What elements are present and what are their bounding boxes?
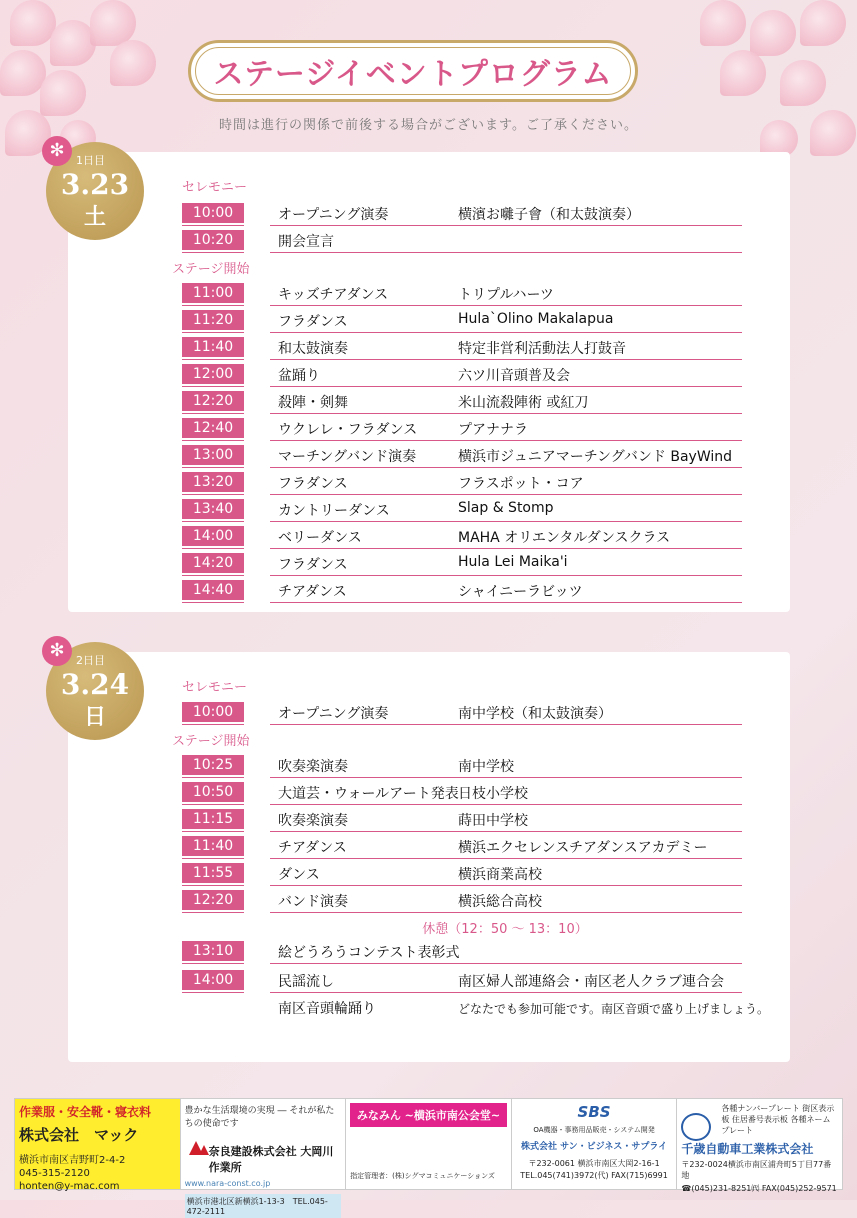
schedule-row <box>182 806 742 832</box>
row-divider <box>270 521 742 523</box>
performer-name: 南中学校（和太鼓演奏） <box>458 706 612 722</box>
sponsor-company: 千歳自動車工業株式会社 <box>681 1142 814 1156</box>
row-divider <box>270 386 742 388</box>
sponsor-sbs <box>512 1099 678 1189</box>
badge-date: 3.23 <box>60 168 130 201</box>
row-divider <box>270 575 742 577</box>
row-divider <box>182 602 244 604</box>
day2-badge <box>46 642 144 740</box>
schedule-row <box>182 334 742 360</box>
schedule-row <box>182 699 742 725</box>
performer-name: トリプルハーツ <box>458 287 554 303</box>
schedule-row <box>182 833 742 859</box>
sponsor-tag: 作業服・安全靴・寝衣料 <box>19 1105 152 1119</box>
sponsor-phone: TEL.045(741)3972(代) FAX(715)6991 <box>520 1171 668 1180</box>
event-name: キッズチアダンス <box>278 287 389 303</box>
performer-name: 南中学校 <box>458 759 514 775</box>
time-badge: 11:20 <box>182 310 244 330</box>
time-badge: 11:15 <box>182 809 244 829</box>
schedule-row <box>182 938 742 964</box>
page-title: ステージイベントプログラム <box>213 57 613 92</box>
performer-name: シャイニーラビッツ <box>458 584 583 600</box>
time-badge: 12:00 <box>182 364 244 384</box>
schedule-row <box>182 388 742 414</box>
schedule-row <box>182 523 742 549</box>
day1-badge <box>46 142 144 240</box>
event-name: フラダンス <box>278 557 348 573</box>
row-divider <box>270 804 742 806</box>
time-badge: 11:55 <box>182 863 244 883</box>
event-name: マーチングバンド演奏 <box>278 449 417 465</box>
row-divider <box>182 305 244 307</box>
row-divider <box>182 225 244 227</box>
sponsor-manager: 指定管理者：(株)シグマコミュニケーションズ <box>350 1172 495 1180</box>
row-divider <box>270 963 742 965</box>
row-divider <box>182 912 244 914</box>
event-name: 大道芸・ウォールアート発表 <box>278 786 459 802</box>
row-divider <box>270 602 742 604</box>
performer-name: 南区婦人部連絡会・南区老人クラブ連合会 <box>458 974 724 990</box>
time-badge: 14:00 <box>182 526 244 546</box>
performer-name: MAHA オリエンタルダンスクラス <box>458 530 671 546</box>
badge-weekday: 日 <box>83 704 106 730</box>
time-badge: 10:00 <box>182 203 244 223</box>
event-name: 殺陣・剣舞 <box>278 395 348 411</box>
sponsor-mac <box>15 1099 181 1192</box>
row-divider <box>270 777 742 779</box>
row-divider <box>182 575 244 577</box>
row-divider <box>270 858 742 860</box>
row-divider <box>182 440 244 442</box>
row-divider <box>182 831 244 833</box>
row-divider <box>270 359 742 361</box>
row-divider <box>270 440 742 442</box>
event-name: 吹奏楽演奏 <box>278 813 348 829</box>
schedule-row <box>182 442 742 468</box>
performer-name: Hula Lei Maika'i <box>458 554 568 570</box>
performer-name: 横浜商業高校 <box>458 867 542 883</box>
row-divider <box>270 467 742 469</box>
time-badge: 11:00 <box>182 283 244 303</box>
event-name: オープニング演奏 <box>278 706 389 722</box>
schedule-row <box>182 227 742 253</box>
time-badge: 13:00 <box>182 445 244 465</box>
schedule-row <box>182 752 742 778</box>
time-badge: 14:20 <box>182 553 244 573</box>
ceremony-label: セレモニー <box>182 180 248 195</box>
performer-name: 特定非営利活動法人打鼓音 <box>458 341 626 357</box>
schedule-notice: 時間は進行の関係で前後する場合がございます。ご了承ください。 <box>219 118 638 133</box>
row-divider <box>270 724 742 726</box>
event-name: ベリーダンス <box>278 530 362 546</box>
row-divider <box>270 992 742 994</box>
row-divider <box>270 252 742 254</box>
flower-icon: ✻ <box>42 136 72 166</box>
row-divider <box>182 777 244 779</box>
time-badge: 13:10 <box>182 941 244 961</box>
event-name: ウクレレ・フラダンス <box>278 422 418 438</box>
row-divider <box>270 413 742 415</box>
time-badge: 12:20 <box>182 391 244 411</box>
flower-icon: ✻ <box>42 636 72 666</box>
sponsor-phone: ☎(045)231-8251㈹ FAX(045)252-9571 <box>681 1184 837 1193</box>
time-badge: 10:50 <box>182 782 244 802</box>
performer-name: 横浜市ジュニアマーチングバンド BayWind <box>458 449 733 465</box>
sponsor-nara <box>181 1099 347 1216</box>
sponsor-address: 〒232-0024横浜市南区浦舟町5丁目77番地 <box>681 1160 832 1180</box>
row-divider <box>182 467 244 469</box>
row-divider <box>182 858 244 860</box>
sponsor-address: 横浜市南区吉野町2-4-2 <box>19 1155 126 1166</box>
event-name: カントリーダンス <box>278 503 390 519</box>
event-name: 民謡流し <box>278 974 334 990</box>
performer-name: Hula`Olino Makalapua <box>458 311 614 327</box>
row-divider <box>182 804 244 806</box>
row-divider <box>270 225 742 227</box>
row-divider <box>182 252 244 254</box>
event-name: 吹奏楽演奏 <box>278 759 348 775</box>
schedule-row <box>182 577 742 603</box>
row-divider <box>182 963 244 965</box>
performer-name: 横浜エクセレンスチアダンスアカデミー <box>458 840 708 856</box>
row-divider <box>270 494 742 496</box>
event-name: フラダンス <box>278 476 348 492</box>
row-divider <box>182 332 244 334</box>
event-name: オープニング演奏 <box>278 207 389 223</box>
row-divider <box>182 521 244 523</box>
performer-name: 六ツ川音頭普及会 <box>458 368 570 384</box>
time-badge: 10:00 <box>182 702 244 722</box>
performer-name: 日枝小学校 <box>458 786 528 802</box>
performer-name: 横濱お囃子會（和太鼓演奏） <box>458 207 640 223</box>
schedule-row <box>182 550 742 576</box>
time-badge: 11:40 <box>182 836 244 856</box>
title-banner <box>188 40 638 102</box>
row-divider <box>182 413 244 415</box>
performer-name: プアナナラ <box>458 422 528 438</box>
stage-start-label: ステージ開始 <box>172 734 250 749</box>
sponsor-company: 株式会社 マック <box>19 1126 139 1144</box>
schedule-row <box>182 280 742 306</box>
sponsor-phone: 045-315-2120 <box>19 1168 90 1179</box>
sponsor-chitose <box>677 1099 842 1193</box>
event-name: 南区音頭輪踊り <box>278 1001 376 1017</box>
sbs-logo: SBS <box>577 1103 611 1121</box>
event-name: チアダンス <box>278 840 347 856</box>
badge-day-label: 2日目 <box>76 654 105 667</box>
schedule-row <box>182 307 742 333</box>
row-divider <box>182 548 244 550</box>
row-divider <box>270 912 742 914</box>
sponsor-address: 横浜市港北区新横浜1-13-3 TEL.045-472-2111 <box>185 1194 342 1218</box>
row-divider <box>182 494 244 496</box>
time-badge: 14:40 <box>182 580 244 600</box>
chitose-logo-icon <box>681 1113 711 1141</box>
row-divider <box>182 724 244 726</box>
event-name: ダンス <box>278 867 320 883</box>
sponsor-company: 株式会社 サン・ビジネス・サプライ <box>521 1142 668 1152</box>
event-name: フラダンス <box>278 314 348 330</box>
event-name: バンド演奏 <box>278 894 348 910</box>
schedule-row <box>182 967 742 993</box>
nara-logo-icon <box>189 1139 209 1155</box>
event-name: 開会宣言 <box>278 234 334 250</box>
sponsor-slogan: 豊かな生活環境の実現 ― それが私たちの使命です <box>184 1106 335 1129</box>
event-name: 盆踊り <box>278 368 320 384</box>
time-badge: 10:25 <box>182 755 244 775</box>
sponsor-email: honten@y-mac.com <box>19 1181 120 1192</box>
schedule-row <box>182 887 742 913</box>
performer-name: 米山流殺陣術 或紅刀 <box>458 395 589 411</box>
time-badge: 12:40 <box>182 418 244 438</box>
schedule-row <box>182 415 742 441</box>
time-badge: 14:00 <box>182 970 244 990</box>
badge-weekday: 土 <box>83 204 106 230</box>
row-divider <box>270 548 742 550</box>
sponsor-address: 〒232-0061 横浜市南区大岡2-16-1 <box>528 1159 660 1168</box>
sponsor-company: 奈良建設株式会社 大岡川作業所 <box>208 1145 334 1174</box>
time-badge: 13:20 <box>182 472 244 492</box>
performer-name: 横浜総合高校 <box>458 894 542 910</box>
performer-name: Slap & Stomp <box>458 500 554 516</box>
break-notice: 休憩（12：50 ～ 13：10） <box>422 922 588 937</box>
time-badge: 10:20 <box>182 230 244 250</box>
row-divider <box>270 332 742 334</box>
event-name: 和太鼓演奏 <box>278 341 348 357</box>
event-name: 絵どうろうコンテスト表彰式 <box>278 945 460 961</box>
row-divider <box>182 885 244 887</box>
performer-name: 蒔田中学校 <box>458 813 528 829</box>
ceremony-label: セレモニー <box>182 680 248 695</box>
row-divider <box>270 305 742 307</box>
time-badge: 11:40 <box>182 337 244 357</box>
schedule-row <box>182 496 742 522</box>
sponsor-desc: 各種ナンバープレート 街区表示板 住居番号表示板 各種ネームプレート <box>721 1104 835 1135</box>
sponsor-desc: OA機器・事務用品販売・システム開発 <box>533 1126 655 1134</box>
sponsor-minamin <box>346 1099 512 1189</box>
stage-start-label: ステージ開始 <box>172 262 250 277</box>
event-note: どなたでも参加可能です。南区音頭で盛り上げましょう。 <box>458 1002 770 1016</box>
row-divider <box>270 885 742 887</box>
sponsor-url: www.nara-const.co.jp <box>184 1179 271 1188</box>
schedule-row <box>182 361 742 387</box>
schedule-row <box>182 779 742 805</box>
badge-date: 3.24 <box>60 668 130 701</box>
schedule-row <box>182 994 770 1020</box>
performer-name: フラスポット・コア <box>458 476 584 492</box>
schedule-row <box>182 469 742 495</box>
sponsor-title: みなみん ~横浜市南公会堂~ <box>350 1103 507 1127</box>
schedule-row <box>182 860 742 886</box>
schedule-row <box>182 200 742 226</box>
sponsor-footer <box>14 1098 843 1216</box>
row-divider <box>270 831 742 833</box>
row-divider <box>182 992 244 994</box>
row-divider <box>182 359 244 361</box>
row-divider <box>182 386 244 388</box>
badge-day-label: 1日目 <box>76 154 105 167</box>
event-name: チアダンス <box>278 584 347 600</box>
time-badge: 13:40 <box>182 499 244 519</box>
time-badge: 12:20 <box>182 890 244 910</box>
